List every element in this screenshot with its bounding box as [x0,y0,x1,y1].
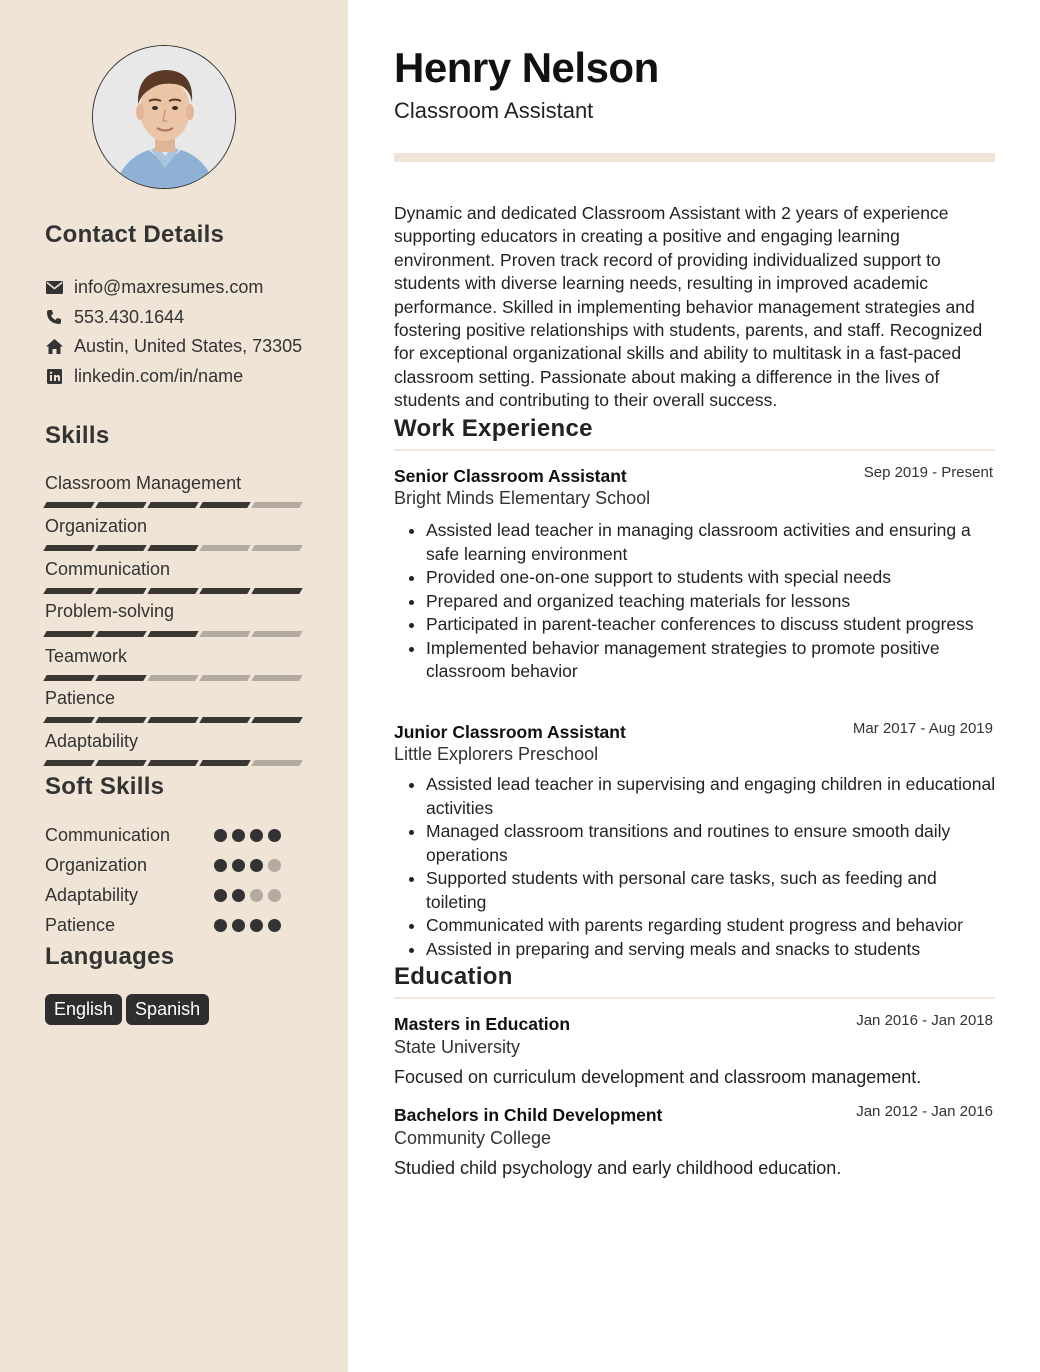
degree-description: Studied child psychology and early childhood education. [394,1158,842,1178]
skill-level-segment [95,502,146,508]
language-list [45,994,209,1025]
soft-skill-name: Adaptability [45,885,139,905]
skill-level-segment [95,631,146,637]
soft-skill-rating [214,859,281,872]
job-organization: Little Explorers Preschool [394,744,599,764]
skill-name: Organization [45,516,148,536]
skill-level-bar [45,502,301,508]
skill-level-segment [199,588,250,594]
language-badge: English [45,994,122,1025]
contact-email[interactable] [45,275,263,299]
job-dates: Sep 2019 - Present [863,464,993,481]
phone-icon [45,308,63,326]
skills-heading: Skills [45,422,110,449]
degree-dates: Jan 2012 - Jan 2016 [856,1103,993,1120]
education-divider [394,997,995,999]
skill-name: Adaptability [45,731,139,751]
list-item: • Participated in parent-teacher conferences to discuss student progress [426,613,1001,637]
rating-dot [214,889,227,902]
list-item: • Implemented behavior management strategies to promote positive classroom behavior [426,637,1001,684]
contact-address [45,334,302,358]
skill-level-segment [251,588,302,594]
rating-dot [268,919,281,932]
job-dates: Mar 2017 - Aug 2019 [852,720,993,737]
soft-skill-rating [214,889,281,902]
skill-level-segment [199,760,250,766]
list-item: • Supported students with personal care tasks, such as feeding and toileting [426,867,1001,914]
soft-skill-name: Organization [45,855,148,875]
degree-dates: Jan 2016 - Jan 2018 [856,1012,993,1029]
rating-dot [232,859,245,872]
rating-dot [268,859,281,872]
skill-level-bar [45,760,301,766]
skill-name: Problem-solving [45,601,175,621]
degree-title: Bachelors in Child Development [394,1105,663,1125]
skill-level-segment [251,675,302,681]
envelope-icon [45,278,63,296]
soft-skills-heading: Soft Skills [45,773,165,800]
list-item: • Prepared and organized teaching materials for lessons [426,590,1001,614]
soft-skill-rating [214,829,281,842]
skill-level-segment [147,588,198,594]
skill-level-segment [147,675,198,681]
home-icon [45,337,63,355]
skill-level-segment [147,545,198,551]
skill-level-segment [95,760,146,766]
skill-level-segment [43,502,94,508]
candidate-title: Classroom Assistant [394,98,594,123]
skill-level-segment [43,675,94,681]
skill-name: Classroom Management [45,473,242,493]
skill-level-segment [199,717,250,723]
job-organization: Bright Minds Elementary School [394,488,651,508]
list-item: • Assisted in preparing and serving meals and snacks to students [426,938,1001,962]
degree-description: Focused on curriculum development and classroom management. [394,1067,922,1087]
job-title: Senior Classroom Assistant [394,466,627,486]
rating-dot [214,919,227,932]
candidate-name: Henry Nelson [394,44,659,91]
school-name: State University [394,1037,521,1057]
skill-level-segment [43,717,94,723]
rating-dot [232,889,245,902]
skill-level-segment [95,675,146,681]
contact-phone-text: 553.430.1644 [74,306,185,327]
skill-level-segment [199,545,250,551]
rating-dot [268,829,281,842]
sidebar [0,0,348,1372]
skill-level-segment [251,760,302,766]
work-divider [394,449,995,451]
rating-dot [232,919,245,932]
rating-dot [214,829,227,842]
job-title: Junior Classroom Assistant [394,722,626,742]
school-name: Community College [394,1128,552,1148]
skill-level-bar [45,545,301,551]
contact-linkedin[interactable] [45,364,243,388]
rating-dot [250,919,263,932]
work-heading: Work Experience [394,415,593,442]
skill-level-bar [45,588,301,594]
skill-name: Patience [45,688,116,708]
main-content [348,0,1040,1372]
skill-level-segment [147,631,198,637]
contact-linkedin-text: linkedin.com/in/name [74,365,244,386]
job-bullets [426,773,1001,961]
contact-address-text: Austin, United States, 73305 [74,335,303,356]
skill-name: Communication [45,559,171,579]
skill-level-segment [147,760,198,766]
skill-level-segment [43,545,94,551]
summary-text: Dynamic and dedicated Classroom Assistant with 2 years of experience supporting educators in creating a positive and engaging learning environment. Proven track record of providing individualized support to students with diverse learning needs, resulting in improved academic performance. Skilled in implementing behavior management strategies and fostering positive relationships with students, parents, and staff. Recognized for exceptional organizational skills and ability to multitask in a fast-paced classroom setting. Passionate about making a difference in the lives of students and contributing to their overall success. [394,203,983,411]
skill-level-segment [43,588,94,594]
contact-email-text: info@maxresumes.com [74,276,264,297]
skill-name: Teamwork [45,646,128,666]
rating-dot [268,889,281,902]
list-item: • Communicated with parents regarding student progress and behavior [426,914,1001,938]
rating-dot [250,889,263,902]
skill-level-segment [251,545,302,551]
list-item: • Assisted lead teacher in managing classroom activities and ensuring a safe learning environment [426,519,1001,566]
contact-heading: Contact Details [45,221,225,248]
rating-dot [250,829,263,842]
languages-heading: Languages [45,943,175,970]
skill-level-segment [95,717,146,723]
skill-level-segment [147,717,198,723]
header-divider [394,153,995,162]
skill-level-segment [251,631,302,637]
skill-level-segment [199,502,250,508]
skill-level-segment [43,631,94,637]
linkedin-icon [45,367,63,385]
skill-level-segment [199,631,250,637]
list-item: • Provided one-on-one support to students with special needs [426,566,1001,590]
contact-phone[interactable] [45,305,184,329]
skill-level-bar [45,631,301,637]
rating-dot [232,829,245,842]
education-heading: Education [394,963,513,990]
profile-photo [92,45,236,189]
rating-dot [250,859,263,872]
rating-dot [214,859,227,872]
skill-level-segment [251,717,302,723]
soft-skill-rating [214,919,281,932]
skill-level-segment [199,675,250,681]
soft-skill-name: Communication [45,825,171,845]
list-item: • Assisted lead teacher in supervising and engaging children in educational activities [426,773,1001,820]
soft-skill-name: Patience [45,915,116,935]
degree-title: Masters in Education [394,1014,571,1034]
skill-level-segment [251,502,302,508]
skill-level-bar [45,675,301,681]
list-item: • Managed classroom transitions and routines to ensure smooth daily operations [426,820,1001,867]
skill-level-segment [95,588,146,594]
skill-level-bar [45,717,301,723]
skill-level-segment [147,502,198,508]
skill-level-segment [43,760,94,766]
language-badge: Spanish [126,994,209,1025]
skill-level-segment [95,545,146,551]
job-bullets [426,519,1001,684]
